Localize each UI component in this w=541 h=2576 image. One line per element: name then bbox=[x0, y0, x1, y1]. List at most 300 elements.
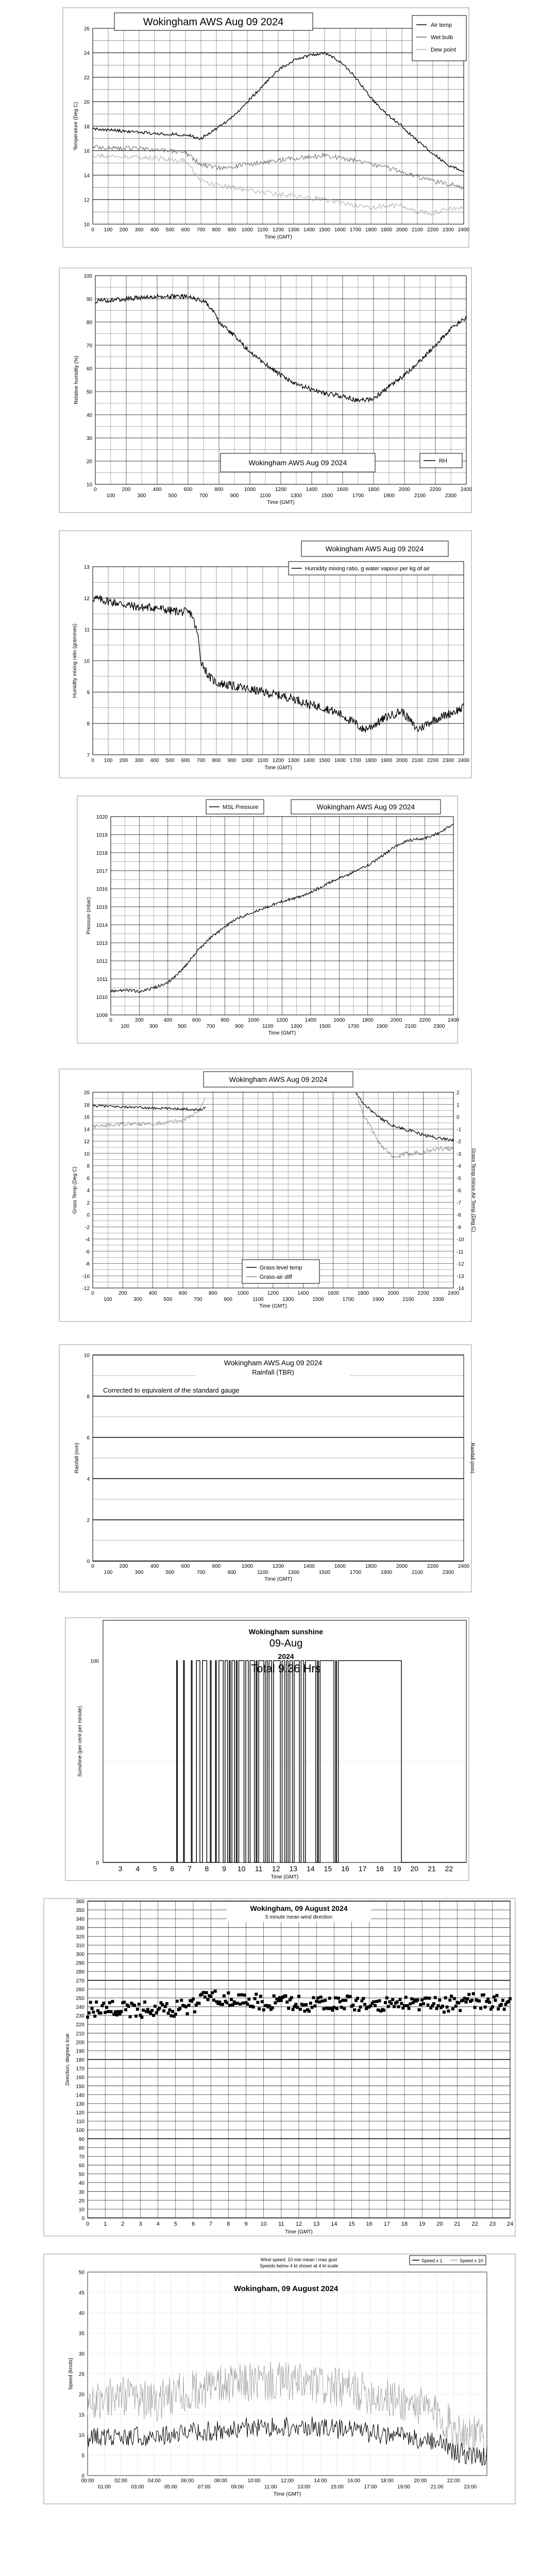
direction-point bbox=[105, 2006, 108, 2009]
y-axis-label: Direction, degrees true bbox=[65, 2033, 71, 2086]
direction-point bbox=[463, 1997, 466, 2000]
direction-point bbox=[321, 1999, 324, 2003]
y-tick-label: 7 bbox=[87, 753, 90, 758]
direction-point bbox=[285, 2001, 289, 2004]
x-tick-label: 13 bbox=[289, 1865, 298, 1873]
direction-point bbox=[230, 1998, 233, 2001]
direction-point bbox=[176, 1999, 179, 2003]
chart-subtitle: Rainfall (TBR) bbox=[252, 1368, 294, 1376]
y-tick-label: 100 bbox=[90, 1658, 99, 1665]
direction-point bbox=[149, 2012, 152, 2015]
y-tick-label: 40 bbox=[86, 413, 92, 418]
y-tick-label: 1011 bbox=[96, 977, 108, 982]
direction-point bbox=[351, 2004, 354, 2007]
x-tick-label: 24 bbox=[506, 2221, 514, 2227]
y-tick-label: 14 bbox=[83, 173, 90, 179]
direction-point bbox=[322, 2007, 325, 2010]
direction-point bbox=[268, 2005, 271, 2008]
direction-point bbox=[255, 1993, 258, 1996]
direction-point bbox=[99, 2011, 103, 2014]
x-tick-label: 1400 bbox=[303, 758, 315, 764]
y-tick-label: 12 bbox=[83, 1139, 90, 1145]
y-tick-label: 8 bbox=[87, 1163, 90, 1170]
y-tick-label: 1012 bbox=[96, 959, 108, 964]
x-tick-label: 16 bbox=[341, 1865, 349, 1873]
y-tick-label: 12 bbox=[83, 596, 90, 602]
x-tick-label: 1800 bbox=[362, 1018, 374, 1023]
y-right-tick-label: -4 bbox=[457, 1163, 461, 1170]
direction-point bbox=[378, 1999, 381, 2003]
y-axis-label: Temperature (Deg C) bbox=[73, 102, 79, 150]
direction-point bbox=[287, 2007, 290, 2010]
y-tick-label: 290 bbox=[76, 1960, 84, 1967]
legend-label: Grass level temp bbox=[260, 1265, 302, 1271]
direction-point bbox=[465, 2001, 468, 2004]
x-tick-label: 0 bbox=[91, 1291, 94, 1296]
x-tick-label: 09:00 bbox=[231, 2484, 244, 2490]
y-tick-label: 350 bbox=[76, 1908, 84, 1914]
x-tick-label: 2400 bbox=[458, 227, 470, 233]
direction-point bbox=[466, 1997, 469, 2001]
x-tick-label: 300 bbox=[134, 1570, 144, 1575]
direction-point bbox=[375, 2000, 378, 2003]
direction-point bbox=[305, 2003, 308, 2006]
y-tick-label: 240 bbox=[76, 2005, 84, 2010]
x-tick-label: 1200 bbox=[275, 487, 287, 493]
direction-point bbox=[186, 2012, 189, 2015]
y-right-axis-label: Grass Temp minus Air Temp (Deg C) bbox=[470, 1148, 476, 1232]
y-tick-label: 16 bbox=[83, 1114, 90, 1121]
x-tick-label: 100 bbox=[104, 1570, 113, 1575]
direction-point bbox=[115, 2013, 119, 2016]
x-tick-label: 11 bbox=[255, 1865, 263, 1873]
x-tick-label: 8 bbox=[205, 1865, 209, 1873]
x-tick-label: 1800 bbox=[365, 227, 377, 233]
x-tick-label: 1400 bbox=[303, 1564, 315, 1569]
x-tick-label: 600 bbox=[181, 1564, 190, 1569]
x-tick-label: 1700 bbox=[349, 758, 362, 764]
direction-point bbox=[204, 1995, 207, 1998]
y-tick-label: 18 bbox=[83, 124, 90, 130]
direction-point bbox=[497, 2007, 500, 2010]
x-tick-label: 1800 bbox=[365, 1564, 377, 1569]
y-tick-label: 300 bbox=[76, 1952, 84, 1958]
x-tick-label: 5 bbox=[153, 1865, 157, 1873]
direction-point bbox=[324, 1999, 327, 2002]
legend-label: Speed x 10 bbox=[460, 2258, 483, 2263]
chart-9 bbox=[44, 2254, 515, 2504]
x-tick-label: 18 bbox=[401, 2221, 408, 2227]
x-tick-label: 400 bbox=[163, 1018, 173, 1023]
direction-point bbox=[434, 1996, 437, 1999]
x-tick-label: 1200 bbox=[272, 758, 284, 764]
y-tick-label: 35 bbox=[78, 2331, 84, 2337]
y-tick-label: 1020 bbox=[96, 815, 108, 820]
x-tick-label: 1700 bbox=[349, 227, 362, 233]
y-right-tick-label: -5 bbox=[457, 1176, 461, 1182]
direction-point bbox=[391, 1998, 394, 2001]
chart-4 bbox=[77, 796, 460, 1043]
x-tick-label: 1100 bbox=[260, 493, 271, 499]
x-tick-label: 2300 bbox=[445, 493, 457, 499]
direction-point bbox=[453, 1997, 456, 2000]
direction-point bbox=[261, 2000, 264, 2003]
direction-point bbox=[393, 2005, 396, 2008]
direction-point bbox=[377, 2008, 380, 2011]
x-tick-label: 14:00 bbox=[314, 2478, 327, 2484]
direction-point bbox=[107, 2010, 110, 2013]
direction-point bbox=[168, 2008, 171, 2011]
chart-2 bbox=[59, 268, 472, 513]
x-tick-label: 0 bbox=[94, 487, 97, 493]
direction-point bbox=[202, 1991, 205, 1994]
direction-point bbox=[420, 1998, 424, 2002]
chart-title: Wokingham AWS Aug 09 2024 bbox=[224, 1359, 323, 1367]
y-tick-label: 4 bbox=[87, 1477, 90, 1482]
y-tick-label: 60 bbox=[86, 366, 92, 372]
direction-point bbox=[161, 2003, 164, 2006]
x-tick-label: 1400 bbox=[305, 1018, 317, 1023]
y-tick-label: 180 bbox=[76, 2057, 84, 2063]
y-tick-label: 10 bbox=[83, 1353, 90, 1359]
direction-point bbox=[339, 2000, 342, 2003]
x-tick-label: 900 bbox=[227, 227, 236, 233]
x-tick-label: 400 bbox=[150, 227, 159, 233]
direction-point bbox=[315, 2000, 318, 2003]
direction-point bbox=[311, 2006, 314, 2009]
x-tick-label: 6 bbox=[191, 2221, 195, 2227]
direction-point bbox=[406, 2004, 409, 2007]
direction-point bbox=[142, 2009, 145, 2012]
direction-point bbox=[280, 1999, 283, 2002]
chart-title: Wokingham, 09 August 2024 bbox=[250, 1904, 348, 1912]
chart-8 bbox=[44, 1899, 515, 2236]
x-axis-label: Time (GMT) bbox=[264, 1577, 292, 1582]
direction-point bbox=[207, 1998, 210, 2001]
y-tick-label: 150 bbox=[76, 2083, 84, 2090]
x-tick-label: 10 bbox=[237, 1865, 246, 1873]
x-tick-label: 7 bbox=[187, 1865, 192, 1873]
x-tick-label: 22:00 bbox=[447, 2478, 460, 2484]
direction-point bbox=[416, 1998, 419, 2002]
direction-point bbox=[93, 2014, 96, 2018]
direction-point bbox=[114, 2010, 117, 2013]
x-tick-label: 2300 bbox=[432, 1297, 444, 1302]
x-tick-label: 15 bbox=[324, 1865, 332, 1873]
legend-label: MSL Pressure bbox=[223, 804, 259, 810]
y-tick-label: 0 bbox=[96, 1860, 99, 1866]
x-tick-label: 1400 bbox=[303, 227, 315, 233]
x-tick-label: 9 bbox=[222, 1865, 226, 1873]
x-tick-label: 21:00 bbox=[430, 2484, 444, 2490]
direction-point bbox=[123, 2001, 126, 2004]
y-tick-label: 80 bbox=[78, 2145, 84, 2151]
y-tick-label: 5 bbox=[81, 2453, 84, 2459]
direction-point bbox=[292, 2008, 295, 2011]
x-tick-label: 1300 bbox=[288, 1570, 300, 1575]
direction-point bbox=[446, 2006, 449, 2009]
x-tick-label: 0 bbox=[86, 2221, 90, 2227]
x-tick-label: 21 bbox=[428, 1865, 436, 1873]
y-tick-label: 50 bbox=[78, 2270, 84, 2276]
direction-point bbox=[358, 2009, 361, 2012]
y-tick-label: 70 bbox=[86, 343, 92, 349]
x-tick-label: 17 bbox=[383, 2221, 390, 2227]
x-tick-label: 12:00 bbox=[280, 2478, 294, 2484]
x-tick-label: 200 bbox=[118, 1291, 127, 1296]
x-tick-label: 15:00 bbox=[330, 2484, 344, 2490]
x-tick-label: 1900 bbox=[380, 758, 393, 764]
x-tick-label: 600 bbox=[181, 758, 190, 764]
x-tick-label: 500 bbox=[178, 1024, 187, 1029]
y-tick-label: -8 bbox=[85, 1261, 90, 1267]
y-tick-label: 280 bbox=[76, 1969, 84, 1975]
x-tick-label: 21 bbox=[454, 2221, 461, 2227]
x-tick-label: 11 bbox=[278, 2221, 284, 2227]
direction-point bbox=[102, 2002, 105, 2005]
x-tick-label: 4 bbox=[136, 1865, 140, 1873]
direction-point bbox=[332, 2006, 335, 2009]
y-tick-label: 90 bbox=[86, 297, 92, 302]
x-tick-label: 2200 bbox=[427, 758, 439, 764]
x-tick-label: 1500 bbox=[321, 493, 333, 499]
x-tick-label: 07:00 bbox=[197, 2484, 211, 2490]
x-tick-label: 400 bbox=[148, 1291, 158, 1296]
x-tick-label: 3 bbox=[139, 2221, 142, 2227]
x-axis-label: Time (GMT) bbox=[259, 1303, 287, 1309]
x-tick-label: 800 bbox=[221, 1018, 230, 1023]
x-tick-label: 1000 bbox=[241, 227, 253, 233]
x-tick-label: 23:00 bbox=[464, 2484, 477, 2490]
direction-point bbox=[409, 2002, 412, 2005]
chart-title: Wokingham, 09 August 2024 bbox=[233, 2284, 339, 2293]
direction-point bbox=[403, 2004, 406, 2007]
direction-point bbox=[482, 1993, 485, 1996]
direction-point bbox=[197, 2002, 200, 2005]
x-tick-label: 1300 bbox=[288, 758, 300, 764]
y-tick-label: 0 bbox=[87, 1212, 90, 1218]
x-tick-label: 20 bbox=[410, 1865, 419, 1873]
y-tick-label: 10 bbox=[78, 2433, 84, 2438]
x-tick-label: 500 bbox=[165, 758, 175, 764]
y-tick-label: 260 bbox=[76, 1987, 84, 1993]
x-tick-label: 2300 bbox=[442, 758, 454, 764]
y-right-tick-label: 2 bbox=[457, 1090, 460, 1096]
direction-point bbox=[441, 2005, 444, 2008]
x-tick-label: 1300 bbox=[282, 1297, 294, 1302]
x-tick-label: 08:00 bbox=[214, 2478, 227, 2484]
y-tick-label: 170 bbox=[76, 2066, 84, 2072]
direction-point bbox=[231, 2003, 234, 2006]
direction-point bbox=[273, 1994, 276, 1997]
chart-title: Wokingham AWS Aug 09 2024 bbox=[248, 459, 347, 467]
x-tick-label: 19 bbox=[393, 1865, 401, 1873]
x-tick-label: 700 bbox=[206, 1024, 215, 1029]
direction-point bbox=[92, 2011, 95, 2014]
x-tick-label: 800 bbox=[214, 487, 224, 493]
direction-point bbox=[134, 2014, 138, 2018]
y-tick-label: 10 bbox=[83, 658, 90, 665]
y-tick-label: 40 bbox=[78, 2180, 84, 2187]
x-tick-label: 1100 bbox=[262, 1024, 274, 1029]
y-tick-label: 8 bbox=[87, 1394, 90, 1400]
y-tick-label: 2 bbox=[87, 1200, 90, 1206]
direction-point bbox=[382, 2009, 385, 2012]
direction-point bbox=[438, 1998, 441, 2002]
x-tick-label: 04:00 bbox=[147, 2478, 161, 2484]
x-tick-label: 7 bbox=[209, 2221, 213, 2227]
x-tick-label: 2000 bbox=[396, 227, 408, 233]
x-tick-label: 700 bbox=[196, 227, 206, 233]
legend-label: Humidity mixing ratio, g water vapour per kg of air bbox=[305, 566, 430, 572]
direction-point bbox=[302, 2004, 305, 2007]
direction-point bbox=[437, 2004, 440, 2007]
direction-point bbox=[384, 2001, 387, 2004]
direction-point bbox=[162, 2009, 165, 2012]
direction-point bbox=[124, 2008, 127, 2011]
y-tick-label: 80 bbox=[86, 320, 92, 326]
direction-point bbox=[227, 1991, 230, 1994]
direction-point bbox=[88, 2011, 91, 2014]
direction-point bbox=[509, 1997, 512, 2001]
direction-point bbox=[488, 2001, 491, 2004]
x-tick-label: 600 bbox=[181, 227, 190, 233]
x-tick-label: 17 bbox=[358, 1865, 367, 1873]
direction-point bbox=[501, 1999, 504, 2002]
direction-point bbox=[110, 2010, 113, 2013]
x-tick-label: 1300 bbox=[291, 1024, 302, 1029]
direction-point bbox=[209, 1995, 212, 1998]
x-tick-label: 700 bbox=[199, 493, 208, 499]
chart-year: 2024 bbox=[278, 1652, 294, 1660]
y-right-tick-label: -10 bbox=[457, 1237, 464, 1243]
y-tick-label: 8 bbox=[87, 721, 90, 727]
x-tick-label: 600 bbox=[178, 1291, 188, 1296]
direction-point bbox=[500, 2003, 503, 2006]
y-tick-label: 60 bbox=[78, 2163, 84, 2169]
direction-point bbox=[278, 1996, 281, 1999]
direction-point bbox=[277, 1999, 280, 2002]
direction-point bbox=[448, 1998, 451, 2002]
direction-point bbox=[262, 2008, 265, 2011]
direction-point bbox=[309, 2002, 312, 2005]
legend-label: Grass-air diff bbox=[260, 1274, 292, 1280]
x-tick-label: 900 bbox=[227, 758, 236, 764]
x-tick-label: 2200 bbox=[427, 227, 439, 233]
direction-point bbox=[340, 2006, 343, 2009]
direction-point bbox=[297, 1995, 300, 1998]
x-tick-label: 1100 bbox=[257, 758, 268, 764]
direction-point bbox=[337, 1997, 340, 2000]
y-tick-label: 100 bbox=[76, 2128, 84, 2134]
y-axis-label: Relative humidity (%) bbox=[74, 355, 79, 404]
x-axis-label: Time (GMT) bbox=[273, 2492, 301, 2497]
y-tick-label: 26 bbox=[83, 26, 90, 32]
x-tick-label: 2100 bbox=[414, 493, 426, 499]
direction-point bbox=[140, 2016, 143, 2019]
x-tick-label: 12 bbox=[272, 1865, 280, 1873]
direction-point bbox=[472, 1992, 475, 1995]
x-tick-label: 1400 bbox=[306, 487, 318, 493]
direction-point bbox=[418, 2008, 421, 2011]
x-tick-label: 1000 bbox=[241, 1564, 253, 1569]
direction-point bbox=[385, 1996, 388, 1999]
x-tick-label: 300 bbox=[134, 758, 144, 764]
x-tick-label: 1500 bbox=[312, 1297, 324, 1302]
direction-point bbox=[316, 1996, 319, 1999]
x-tick-label: 200 bbox=[119, 758, 128, 764]
x-tick-label: 2300 bbox=[433, 1024, 445, 1029]
x-tick-label: 0 bbox=[109, 1018, 112, 1023]
x-tick-label: 1900 bbox=[380, 1570, 393, 1575]
y-right-tick-label: 1 bbox=[457, 1102, 460, 1108]
x-tick-label: 18:00 bbox=[380, 2478, 394, 2484]
direction-point bbox=[331, 2009, 334, 2012]
y-tick-label: 210 bbox=[76, 2031, 84, 2037]
direction-point bbox=[335, 2007, 339, 2010]
direction-point bbox=[503, 2008, 506, 2011]
y-tick-label: 10 bbox=[78, 2207, 84, 2213]
x-tick-label: 300 bbox=[134, 227, 144, 233]
x-tick-label: 2000 bbox=[391, 1018, 402, 1023]
x-tick-label: 2300 bbox=[442, 1570, 454, 1575]
direction-point bbox=[425, 1996, 428, 1999]
x-tick-label: 900 bbox=[224, 1297, 232, 1302]
direction-point bbox=[343, 2007, 346, 2010]
direction-point bbox=[205, 1991, 208, 1994]
x-tick-label: 03:00 bbox=[131, 2484, 144, 2490]
x-tick-label: 2200 bbox=[429, 487, 442, 493]
y-tick-label: 20 bbox=[78, 2198, 84, 2204]
y-tick-label: 40 bbox=[78, 2311, 84, 2316]
direction-point bbox=[318, 2001, 321, 2004]
y-tick-label: 100 bbox=[83, 274, 92, 279]
direction-point bbox=[362, 1997, 365, 2000]
direction-point bbox=[242, 2002, 245, 2005]
y-right-tick-label: -9 bbox=[457, 1225, 461, 1231]
x-tick-label: 700 bbox=[196, 758, 206, 764]
x-tick-label: 02:00 bbox=[114, 2478, 128, 2484]
x-tick-label: 1300 bbox=[288, 227, 300, 233]
y-tick-label: 15 bbox=[78, 2412, 84, 2418]
x-tick-label: 100 bbox=[106, 493, 115, 499]
y-tick-label: 1015 bbox=[96, 905, 108, 910]
direction-point bbox=[349, 1995, 352, 1998]
direction-point bbox=[184, 2005, 188, 2008]
y-axis-label: Grass Temp (Deg C) bbox=[72, 1166, 78, 1214]
direction-point bbox=[211, 1991, 214, 1994]
y-tick-label: 0 bbox=[81, 2216, 84, 2222]
y-tick-label: 200 bbox=[76, 2040, 84, 2046]
x-tick-label: 17:00 bbox=[364, 2484, 377, 2490]
direction-point bbox=[271, 2006, 274, 2009]
x-tick-label: 14 bbox=[307, 1865, 315, 1873]
x-tick-label: 0 bbox=[91, 758, 94, 764]
x-tick-label: 2100 bbox=[404, 1024, 416, 1029]
direction-point bbox=[237, 1993, 240, 1996]
direction-point bbox=[484, 2006, 487, 2009]
x-tick-label: 11:00 bbox=[264, 2484, 277, 2490]
y-axis-label: Pressure (mbar) bbox=[86, 897, 92, 935]
direction-point bbox=[170, 2014, 173, 2018]
direction-point bbox=[155, 2011, 158, 2014]
x-axis-label: Time (GMT) bbox=[270, 1874, 299, 1880]
direction-point bbox=[478, 1999, 481, 2003]
x-axis-label: Time (GMT) bbox=[285, 2229, 313, 2235]
y-tick-label: 140 bbox=[76, 2092, 84, 2098]
x-tick-label: 200 bbox=[135, 1018, 144, 1023]
x-tick-label: 1200 bbox=[267, 1291, 279, 1296]
